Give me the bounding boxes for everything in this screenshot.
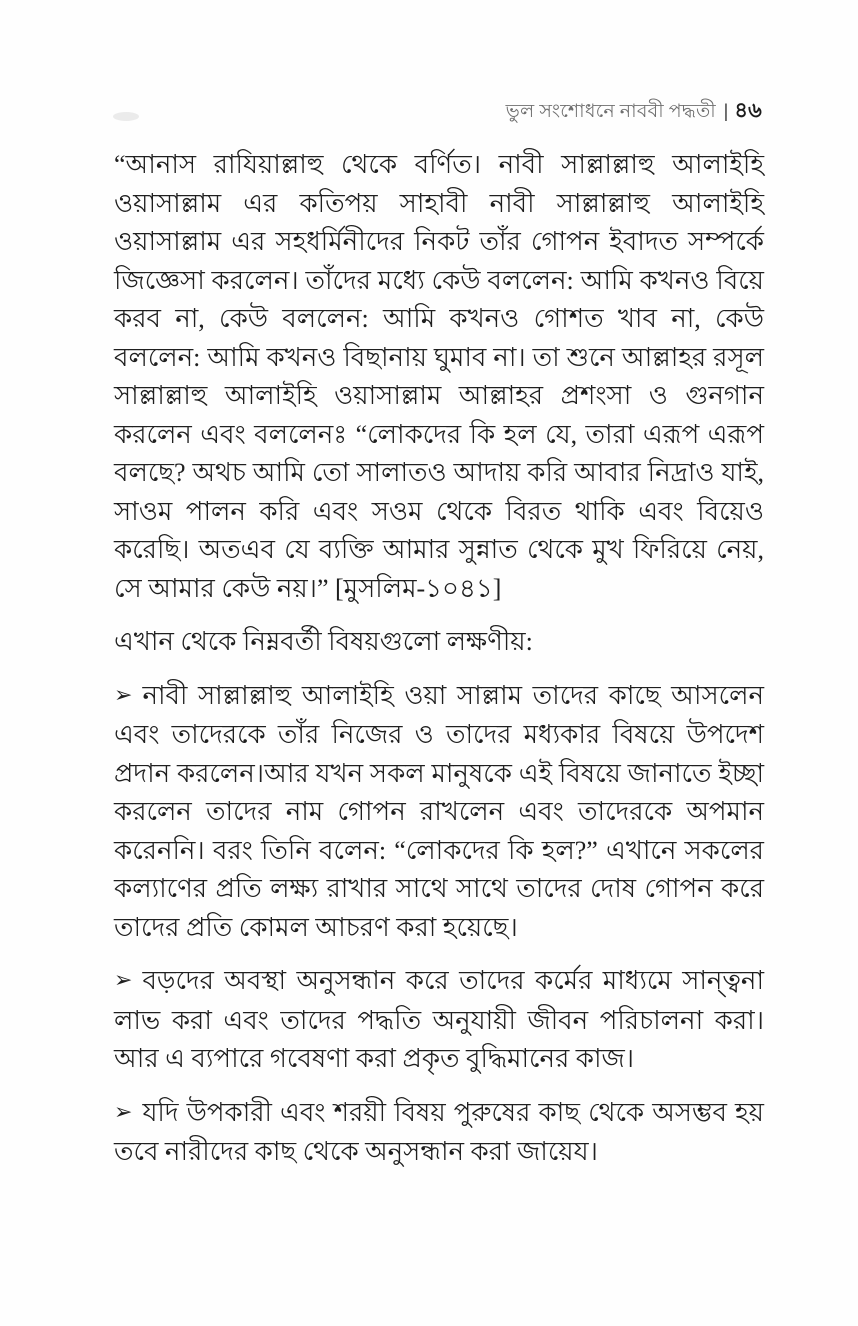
hadith-quote-paragraph: “আনাস রাযিয়াল্লাহু থেকে বর্ণিত। নাবী সাল্লাল্লাহু আলাইহি ওয়াসাল্লাম এর কতিপয় সাহাবী নাবী সাল্লাল্লাহু আলাইহি ওয়াসাল্লাম এর সহধর্মিনীদের নিকট তাঁর গোপন ইবাদত সম্পর্কে জিজ্ঞেসা করলেন। তাঁদের মধ্যে কেউ বললেন: আমি কখনও বিয়ে করব না, কেউ বললেন: আমি কখনও গোশত খাব না, কেউ বললেন: আমি কখনও বিছানায় ঘুমাব না। তা শুনে আল্লাহর রসূল সাল্লাল্লাহু আলাইহি ওয়াসাল্লাম আল্লাহর প্রশংসা ও গুনগান করলেন এবং বললেনঃ “লোকদের কি হল যে, তারা এরূপ এরূপ বলছে? অথচ আমি তো সালাতও আদায় করি আবার নিদ্রাও যাই, সাওম পালন করি এবং সওম থেকে বিরত থাকি এবং বিয়েও করেছি। অতএব যে ব্যক্তি আমার সুন্নাত থেকে মুখ ফিরিয়ে নেয়, সে আমার কেউ নয়।” [মুসলিম-১০৪১] <box>114 150 764 603</box>
bullet-point-3 <box>114 1094 764 1172</box>
running-header-title: ভুল সংশোধনে নাববী পদ্ধতী <box>505 101 716 122</box>
intro-line: এখান থেকে নিম্নবর্তী বিষয়গুলো লক্ষণীয়: <box>114 627 533 656</box>
page-number: ৪৬ <box>734 98 762 122</box>
header-separator: | <box>723 101 729 122</box>
bullet-point-1-text: নাবী সাল্লাল্লাহু আলাইহি ওয়া সাল্লাম তাদের কাছে আসলেন এবং তাদেরকে তাঁর নিজের ও তাদের মধ্যকার বিষয়ে উপদেশ প্রদান করলেন।আর যখন সকল মানুষকে এই বিষয়ে জানাতে ইচ্ছা করলেন তাদের নাম গোপন রাখলেন এবং তাদেরকে অপমান করেননি। বরং তিনি বলেন: “লোকদের কি হল?” এখানে সকলের কল্যাণের প্রতি লক্ষ্য রাখার সাথে সাথে তাদের দোষ গোপন করে তাদের প্রতি কোমল আচরণ করা হয়েছে। <box>114 680 764 942</box>
arrowhead-bullet-icon: ➢ <box>114 681 133 707</box>
arrowhead-bullet-icon: ➢ <box>114 1098 133 1124</box>
page-body <box>114 146 764 1187</box>
bullet-point-3-text: যদি উপকারী এবং শরয়ী বিষয় পুরুষের কাছ থেকে অসম্ভব হয় তবে নারীদের কাছ থেকে অনুসন্ধান করা জায়েয। <box>114 1097 764 1166</box>
bullet-point-2 <box>114 962 764 1079</box>
arrowhead-bullet-icon: ➢ <box>114 967 133 992</box>
running-header <box>96 94 762 129</box>
bullet-point-1 <box>114 677 764 948</box>
bullet-point-2-text: বড়দের অবস্থা অনুসন্ধান করে তাদের কর্মের মাধ্যমে সান্ত্বনা লাভ করা এবং তাদের পদ্ধতি অনুযায়ী জীবন পরিচালনা করা।আর এ ব্যপারে গবেষণা করা প্রকৃত বুদ্ধিমানের কাজ। <box>114 966 764 1073</box>
